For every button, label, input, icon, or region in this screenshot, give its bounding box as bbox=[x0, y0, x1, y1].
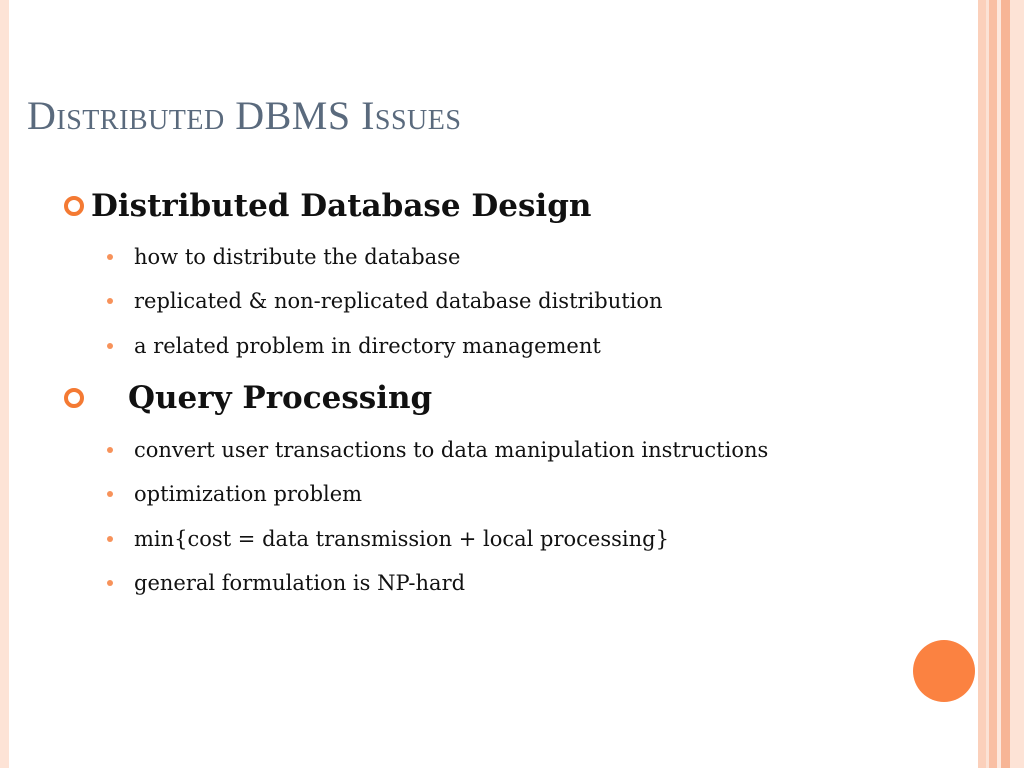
bullet-text: optimization problem bbox=[134, 482, 363, 506]
slide-title: Distributed DBMS Issues bbox=[27, 93, 462, 138]
bullet-text: min{cost = data transmission + local processing} bbox=[134, 527, 669, 551]
bullet-dot-icon bbox=[107, 447, 113, 453]
bullet-text: replicated & non-replicated database distribution bbox=[134, 289, 663, 313]
bullet-dot-icon bbox=[107, 491, 113, 497]
bullet-dot-icon bbox=[107, 536, 113, 542]
bullet-text: how to distribute the database bbox=[134, 245, 461, 269]
ring-bullet-icon bbox=[64, 196, 84, 216]
section-heading-design: Distributed Database Design bbox=[91, 188, 592, 224]
orange-circle-decoration bbox=[913, 640, 975, 702]
ring-bullet-icon bbox=[64, 388, 84, 408]
right-stripe-decoration bbox=[1001, 0, 1010, 768]
left-edge-decoration bbox=[0, 0, 9, 768]
right-stripe-decoration bbox=[989, 0, 997, 768]
bullet-dot-icon bbox=[107, 254, 113, 260]
bullet-text: a related problem in directory management bbox=[134, 334, 601, 358]
bullet-dot-icon bbox=[107, 298, 113, 304]
bullet-dot-icon bbox=[107, 343, 113, 349]
bullet-dot-icon bbox=[107, 580, 113, 586]
right-stripe-decoration bbox=[1010, 0, 1024, 768]
bullet-text: convert user transactions to data manipulation instructions bbox=[134, 438, 769, 462]
right-stripe-decoration bbox=[978, 0, 986, 768]
section-heading-query: Query Processing bbox=[128, 380, 433, 416]
bullet-text: general formulation is NP-hard bbox=[134, 571, 466, 595]
